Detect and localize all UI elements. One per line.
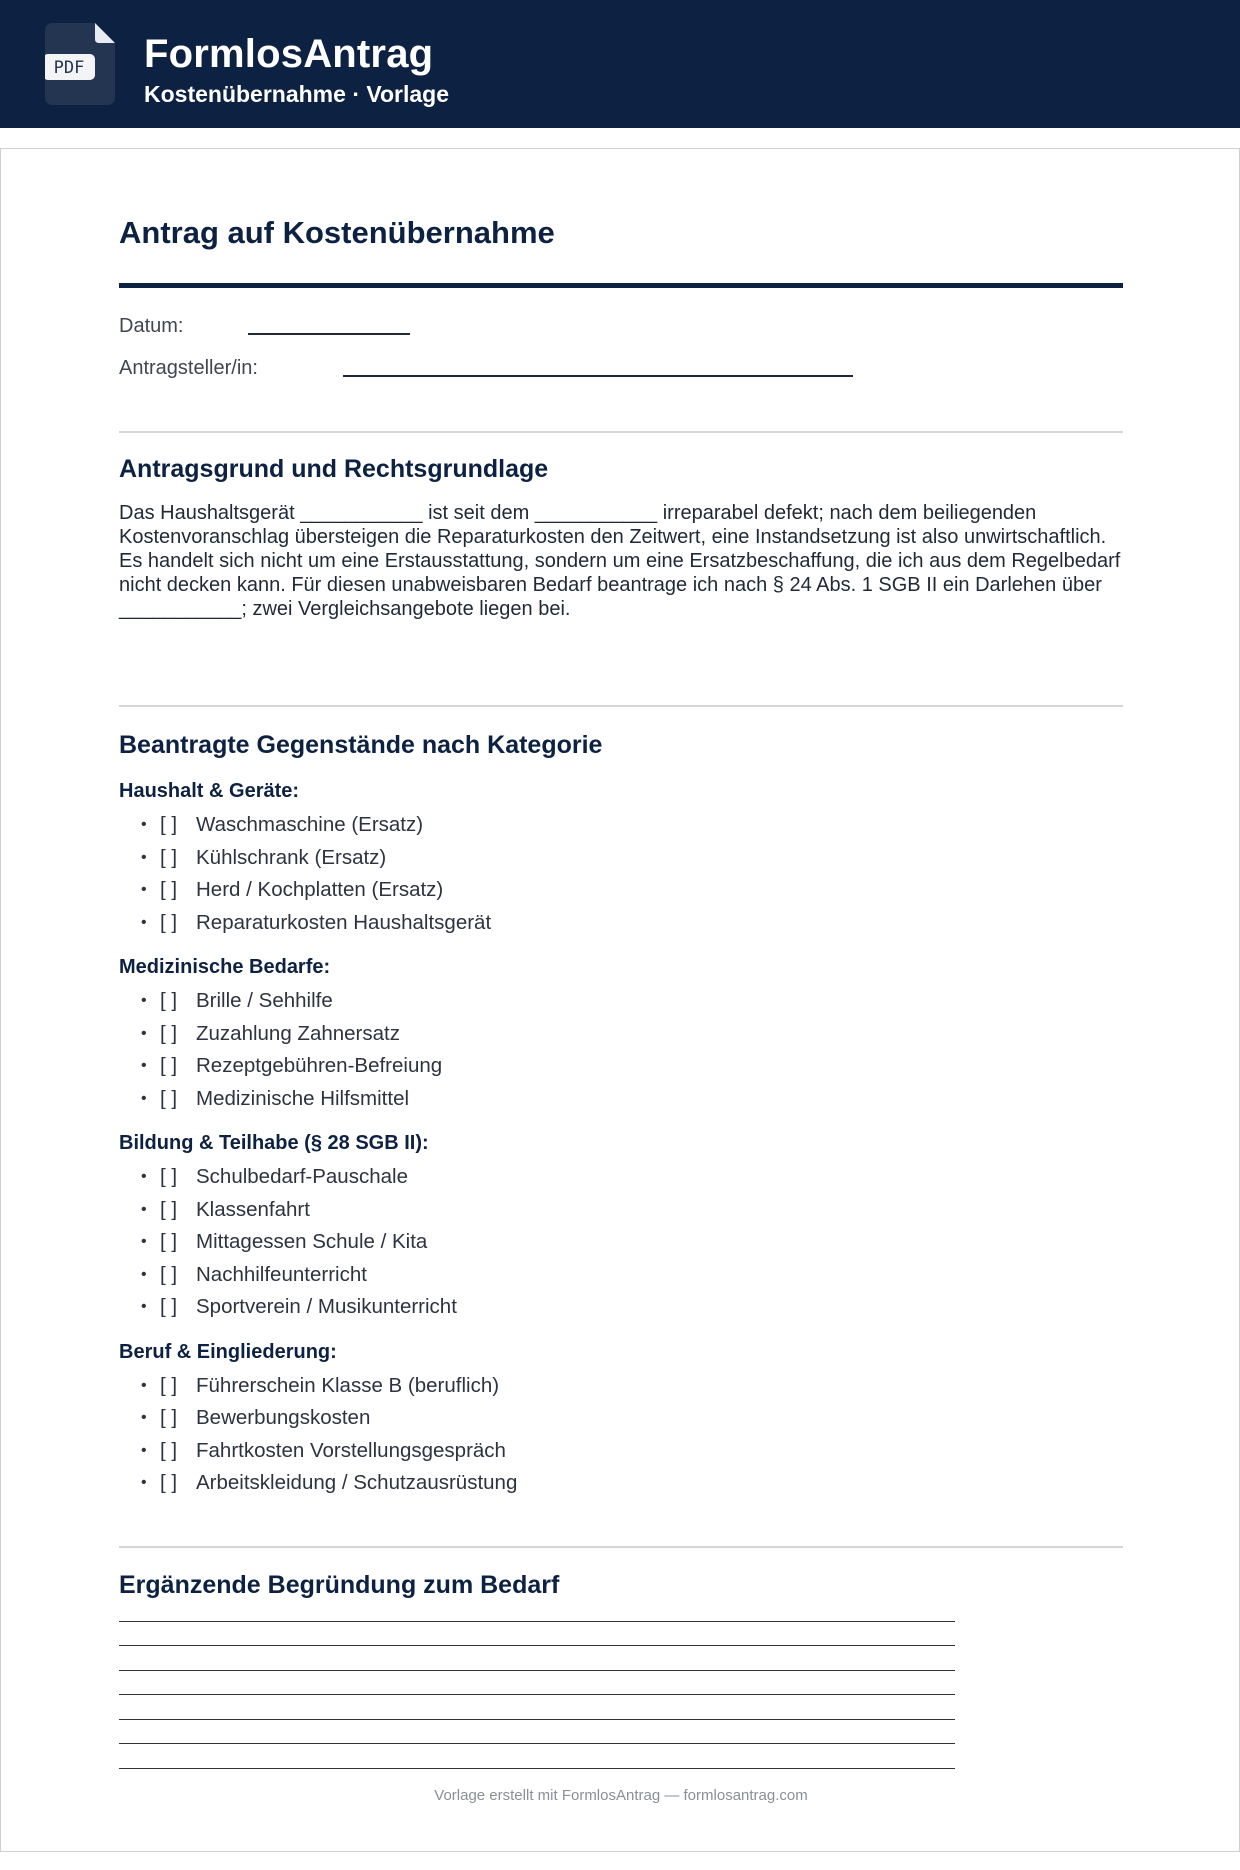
checklist-item-label: Schulbedarf-Pauschale <box>196 1165 408 1188</box>
bullet-icon: • <box>141 1265 147 1283</box>
checklist-item <box>119 1435 1123 1468</box>
section-divider <box>119 1546 1123 1548</box>
checklist-item-label: Mittagessen Schule / Kita <box>196 1230 428 1253</box>
checklist-item <box>119 985 1123 1018</box>
category-list <box>119 777 1123 1514</box>
footer-note: Vorlage erstellt mit FormlosAntrag — formlosantrag.com <box>434 1787 808 1804</box>
category-heading: Bildung & Teilhabe (§ 28 SGB II): <box>119 1132 429 1154</box>
header-bar <box>0 0 1240 128</box>
applicant-field[interactable] <box>343 375 853 377</box>
bullet-icon: • <box>141 992 147 1009</box>
bullet-icon: • <box>141 913 147 931</box>
bullet-icon: • <box>141 848 147 866</box>
checkbox[interactable]: [ ] <box>160 1471 178 1494</box>
bullet-icon: • <box>141 816 147 833</box>
checkbox[interactable]: [ ] <box>160 989 178 1012</box>
checklist-item-label: Führerschein Klasse B (beruflich) <box>196 1373 500 1397</box>
checkbox[interactable]: [ ] <box>160 1406 178 1429</box>
bullet-icon: • <box>141 1168 147 1185</box>
checkbox[interactable]: [ ] <box>160 1054 178 1077</box>
checkbox[interactable]: [ ] <box>160 1438 178 1462</box>
checklist-item-label: Fahrtkosten Vorstellungsgespräch <box>196 1438 506 1462</box>
checkbox[interactable]: [ ] <box>160 1165 178 1188</box>
bullet-icon: • <box>141 1474 147 1491</box>
checklist-item-label: Bewerbungskosten <box>196 1406 371 1429</box>
checkbox[interactable]: [ ] <box>160 1230 178 1253</box>
checkbox[interactable]: [ ] <box>160 1262 178 1286</box>
justification-line[interactable] <box>119 1744 955 1769</box>
checklist-item-label: Sportverein / Musikunterricht <box>196 1295 457 1318</box>
checkbox[interactable]: [ ] <box>160 813 178 836</box>
checklist-item <box>119 1050 1123 1083</box>
title-divider <box>119 283 1123 288</box>
bullet-icon: • <box>141 1200 147 1218</box>
checklist-item <box>119 907 1123 940</box>
checklist-item <box>119 842 1123 875</box>
checkbox[interactable]: [ ] <box>160 845 178 869</box>
checkbox[interactable]: [ ] <box>160 1021 178 1045</box>
bullet-icon: • <box>141 1233 147 1250</box>
date-label: Datum: <box>119 315 184 337</box>
checklist-item <box>119 1291 1123 1324</box>
pdf-icon-label: PDF <box>53 58 85 78</box>
bullet-icon: • <box>141 1409 147 1426</box>
checklist-item <box>119 1402 1123 1435</box>
bullet-icon: • <box>141 1376 147 1394</box>
grounds-paragraph: Das Haushaltsgerät ___________ ist seit dem ___________ irreparabel defekt; nach dem beiliegenden Kostenvoranschlag übersteigen die Reparaturkosten den Zeitwert, eine Instandsetzung ist also unwirtschaftlich. Es handelt sich nicht um eine Erstausstattung, sondern um eine Ersatzbeschaffung, die ich aus dem Regelbedarf nicht decken kann. Für diesen unabweisbaren Bedarf beantrage ich nach § 24 Abs. 1 SGB II ein Darlehen über ___________; zwei Vergleichsangebote liegen bei. <box>119 502 1121 620</box>
category-heading: Beruf & Eingliederung: <box>119 1340 337 1363</box>
checklist-item-label: Medizinische Hilfsmittel <box>196 1086 410 1110</box>
checkbox[interactable]: [ ] <box>160 1295 178 1318</box>
checklist-item-label: Reparaturkosten Haushaltsgerät <box>196 910 492 934</box>
checklist-item <box>119 1161 1123 1194</box>
checkbox[interactable]: [ ] <box>160 1086 178 1110</box>
checklist-item-label: Herd / Kochplatten (Ersatz) <box>196 878 444 901</box>
bullet-icon: • <box>141 1024 147 1042</box>
date-field[interactable] <box>248 333 410 335</box>
checklist-item <box>119 1194 1123 1227</box>
applicant-label: Antragsteller/in: <box>119 357 258 379</box>
category-items <box>119 809 1123 939</box>
document-title: Antrag auf Kostenübernahme <box>119 215 555 250</box>
brand-subtitle: Kostenübernahme · Vorlage <box>144 81 450 107</box>
justification-line[interactable] <box>119 1720 955 1745</box>
section-divider <box>119 705 1123 707</box>
bullet-icon: • <box>141 1057 147 1074</box>
checklist-item-label: Kühlschrank (Ersatz) <box>196 845 387 869</box>
justification-line[interactable] <box>119 1646 955 1671</box>
pdf-file-icon <box>45 23 115 105</box>
justification-line[interactable] <box>119 1622 955 1647</box>
bullet-icon: • <box>141 1298 147 1315</box>
justification-lines <box>119 1597 955 1769</box>
checklist-item <box>119 809 1123 842</box>
brand-title: FormlosAntrag <box>144 32 434 76</box>
checklist-item <box>119 1226 1123 1259</box>
checklist-item-label: Klassenfahrt <box>196 1197 310 1221</box>
category-heading: Medizinische Bedarfe: <box>119 956 331 978</box>
checklist-item-label: Nachhilfeunterricht <box>196 1262 367 1286</box>
category-items <box>119 1370 1123 1500</box>
checklist-item <box>119 1467 1123 1500</box>
section-title-justification: Ergänzende Begründung zum Bedarf <box>119 1571 560 1599</box>
checkbox[interactable]: [ ] <box>160 1197 178 1221</box>
category-heading: Haushalt & Geräte: <box>119 780 300 802</box>
checkbox[interactable]: [ ] <box>160 1373 178 1397</box>
bullet-icon: • <box>141 881 147 898</box>
justification-line[interactable] <box>119 1597 955 1622</box>
checklist-item-label: Arbeitskleidung / Schutzausrüstung <box>196 1471 518 1494</box>
checklist-item-label: Zuzahlung Zahnersatz <box>196 1021 400 1045</box>
bullet-icon: • <box>141 1441 147 1459</box>
justification-line[interactable] <box>119 1695 955 1720</box>
category-items <box>119 985 1123 1115</box>
checklist-item <box>119 1018 1123 1051</box>
checklist-item <box>119 1370 1123 1403</box>
checklist-item-label: Rezeptgebühren-Befreiung <box>196 1054 443 1077</box>
section-divider <box>119 431 1123 433</box>
checkbox[interactable]: [ ] <box>160 910 178 934</box>
category-items <box>119 1161 1123 1324</box>
bullet-icon: • <box>141 1089 147 1107</box>
checklist-item <box>119 874 1123 907</box>
checklist-item <box>119 1259 1123 1292</box>
section-title-items: Beantragte Gegenstände nach Kategorie <box>119 731 603 759</box>
justification-line[interactable] <box>119 1671 955 1696</box>
checkbox[interactable]: [ ] <box>160 878 178 901</box>
checklist-item-label: Brille / Sehhilfe <box>196 989 333 1012</box>
section-title-grounds: Antragsgrund und Rechtsgrundlage <box>119 455 549 483</box>
checklist-item <box>119 1083 1123 1116</box>
checklist-item-label: Waschmaschine (Ersatz) <box>196 813 424 836</box>
document-page <box>0 148 1240 1852</box>
